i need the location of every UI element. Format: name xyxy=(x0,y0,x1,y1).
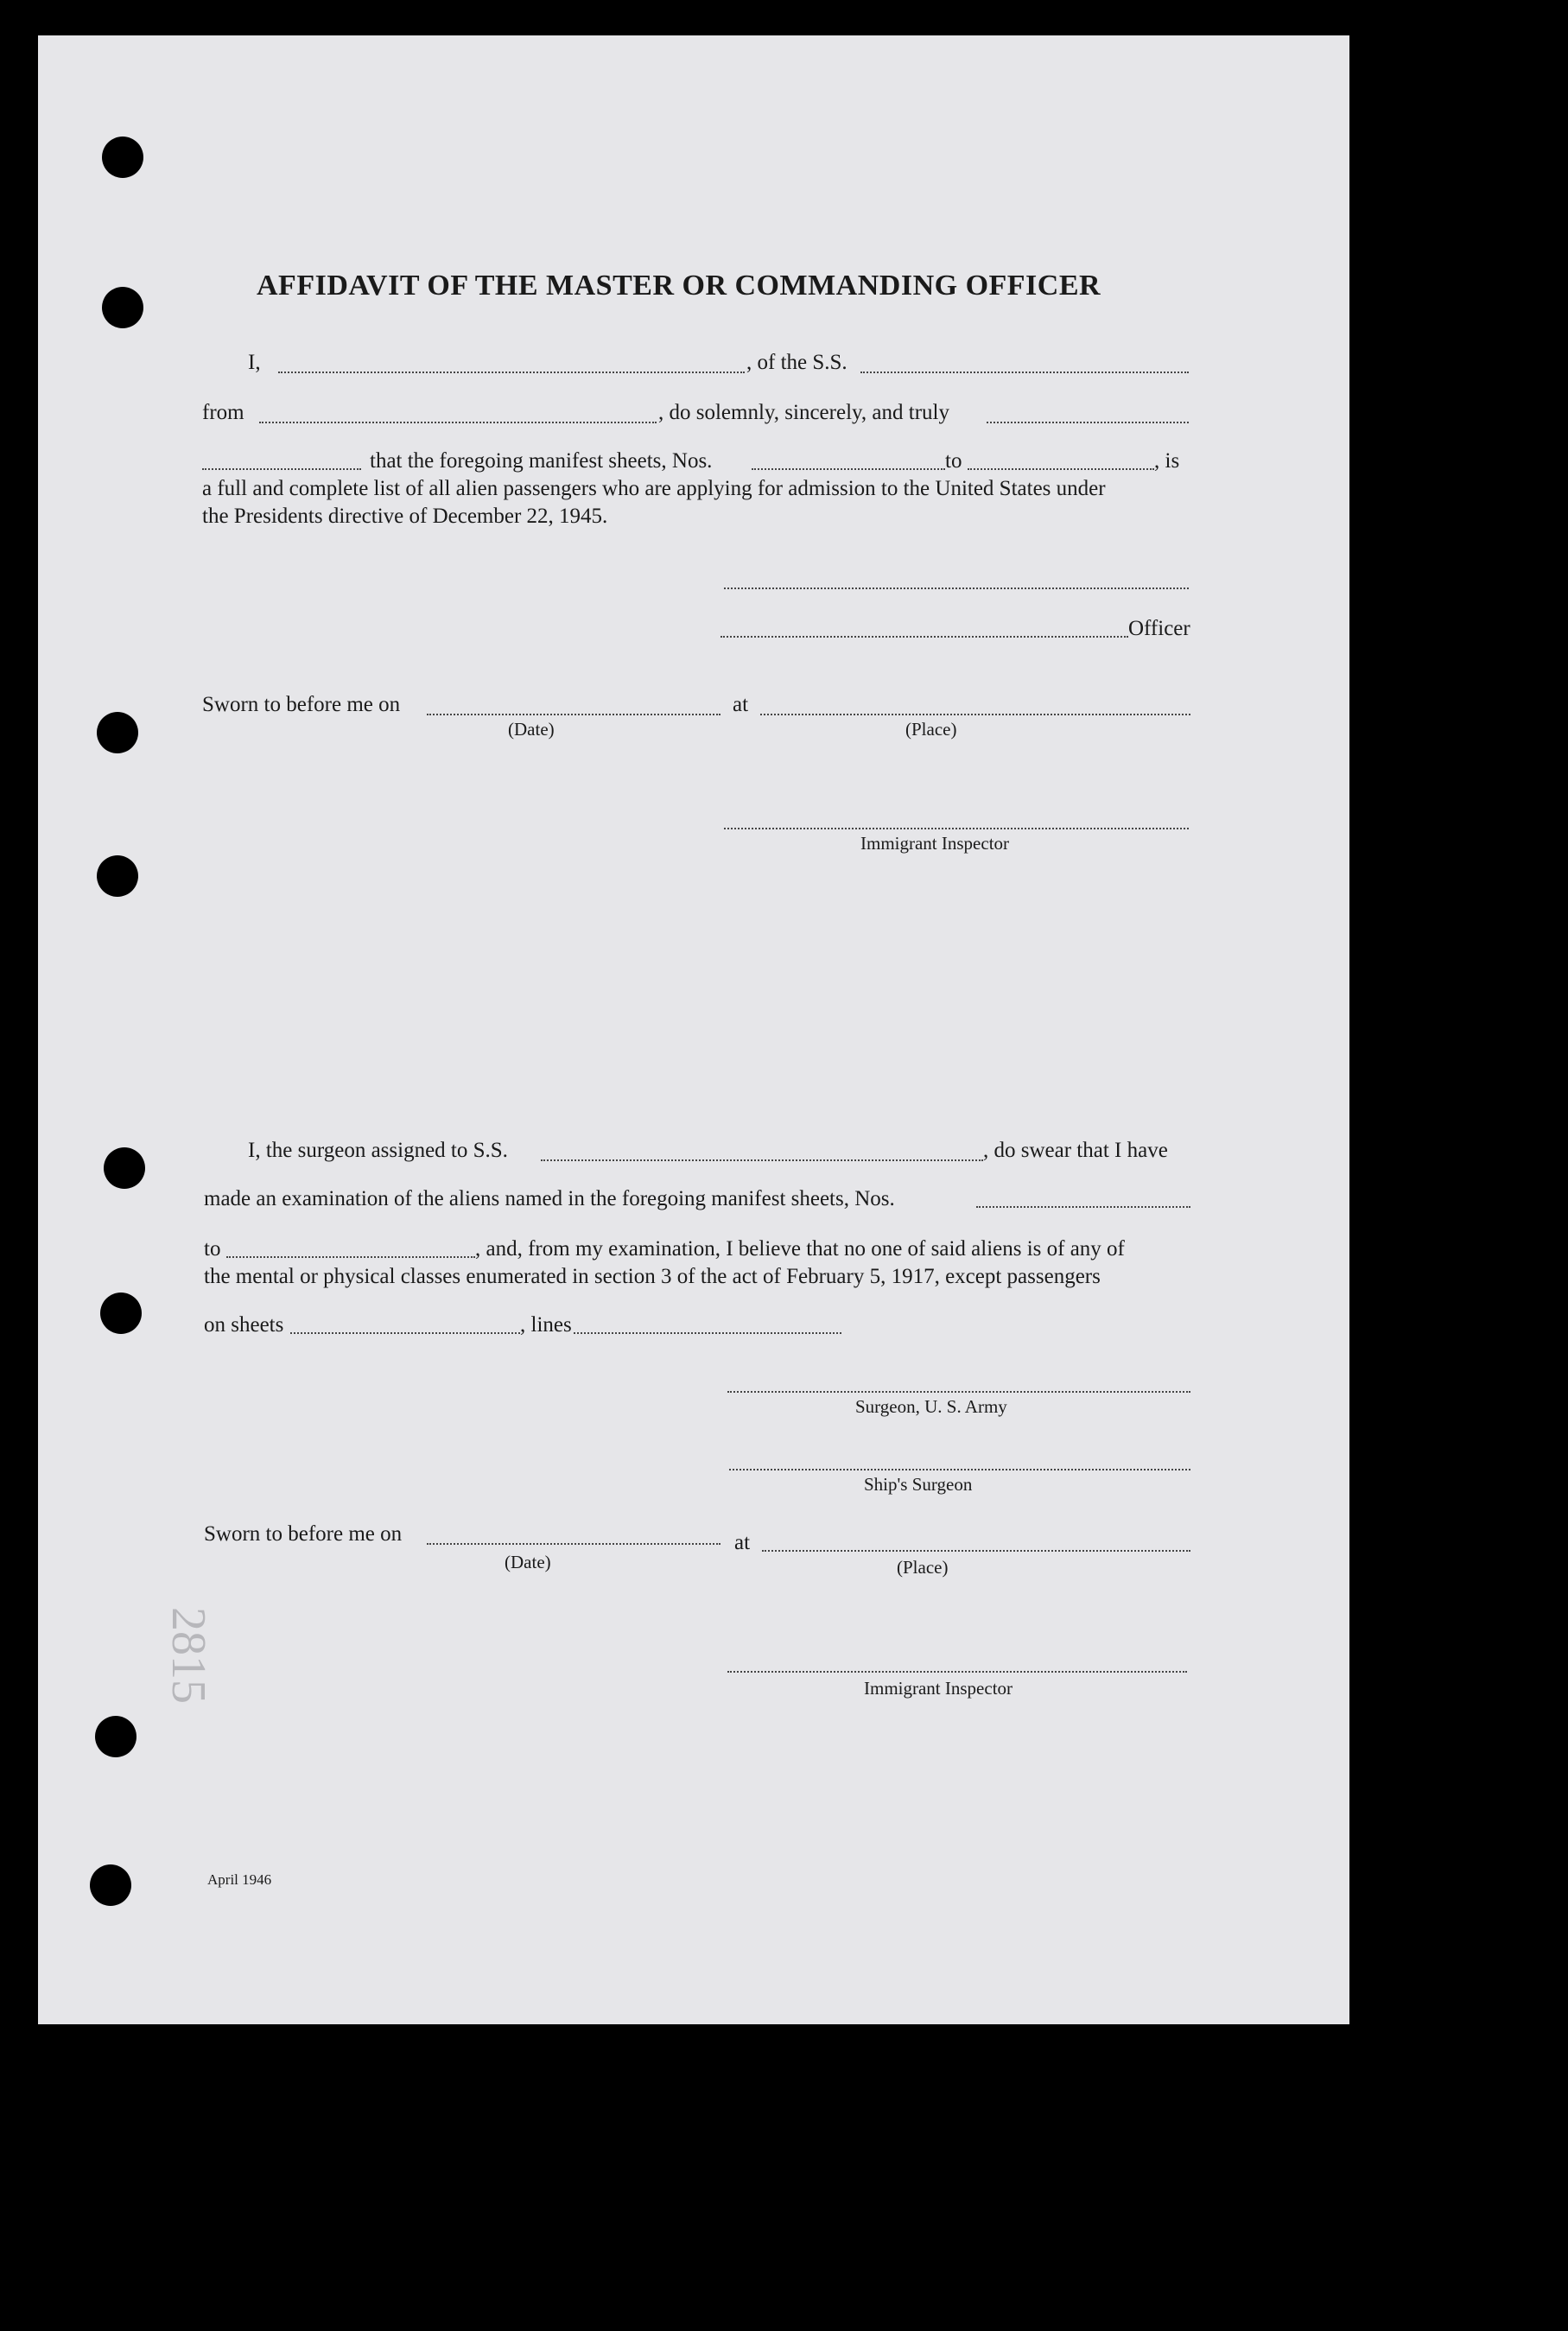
master-i-label: I, xyxy=(248,351,261,374)
surgeon-date-caption: (Date) xyxy=(505,1552,551,1572)
master-sworn-label: Sworn to before me on xyxy=(202,693,401,716)
master-manifest-label: that the foregoing manifest sheets, Nos. xyxy=(370,449,713,473)
surgeon-inspector-label: Immigrant Inspector xyxy=(864,1678,1013,1699)
punch-hole xyxy=(102,287,143,328)
surgeon-text-line2: made an examination of the aliens named in the foregoing manifest sheets, Nos. xyxy=(204,1187,895,1210)
master-solemnly-field[interactable] xyxy=(987,422,1189,423)
punch-hole xyxy=(102,137,143,178)
master-to-label: to xyxy=(945,449,962,473)
master-from-label: from xyxy=(202,401,244,424)
surgeon-lines-field[interactable] xyxy=(574,1332,841,1334)
master-date-caption: (Date) xyxy=(508,719,555,740)
officer-label: Officer xyxy=(1128,617,1190,640)
army-surgeon-label: Surgeon, U. S. Army xyxy=(855,1396,1007,1417)
ships-surgeon-label: Ship's Surgeon xyxy=(864,1474,973,1495)
form-page xyxy=(38,35,1349,2024)
master-is-label: , is xyxy=(1154,449,1180,473)
surgeon-ship-field[interactable] xyxy=(541,1159,983,1161)
master-inspector-label: Immigrant Inspector xyxy=(860,833,1010,854)
master-of-ss-label: , of the S.S. xyxy=(746,351,847,374)
surgeon-nos-to-field[interactable] xyxy=(226,1256,475,1258)
army-surgeon-signature-line[interactable] xyxy=(727,1391,1190,1393)
surgeon-to-label: to xyxy=(204,1237,221,1261)
surgeon-inspector-signature-line[interactable] xyxy=(727,1671,1187,1673)
master-declare-field[interactable] xyxy=(202,468,361,470)
surgeon-sheets-label: on sheets xyxy=(204,1313,284,1337)
punch-hole xyxy=(95,1716,136,1757)
punch-hole xyxy=(90,1864,131,1906)
form-title: AFFIDAVIT OF THE MASTER OR COMMANDING OFFICER xyxy=(257,270,1101,302)
punch-hole xyxy=(97,855,138,897)
surgeon-line1-label: I, the surgeon assigned to S.S. xyxy=(248,1139,508,1162)
form-date-footer: April 1946 xyxy=(207,1871,272,1888)
master-text-line3: the Presidents directive of December 22, 1945. xyxy=(202,505,608,528)
surgeon-nos-field[interactable] xyxy=(976,1206,1190,1208)
master-solemnly-label: , do solemnly, sincerely, and truly xyxy=(658,401,949,424)
master-sworn-place-field[interactable] xyxy=(760,714,1190,715)
master-inspector-signature-line[interactable] xyxy=(724,828,1189,829)
surgeon-sheets-field[interactable] xyxy=(290,1332,520,1334)
master-at-label: at xyxy=(733,693,749,716)
officer-signature-line-2[interactable] xyxy=(721,636,1128,638)
ships-surgeon-signature-line[interactable] xyxy=(729,1469,1190,1470)
surgeon-swear-label: , do swear that I have xyxy=(983,1139,1168,1162)
surgeon-lines-label: , lines xyxy=(520,1313,572,1337)
surgeon-text-line3: , and, from my examination, I believe that no one of said aliens is of any of xyxy=(475,1237,1125,1261)
surgeon-sworn-label: Sworn to before me on xyxy=(204,1522,403,1546)
officer-signature-line-1[interactable] xyxy=(724,588,1189,589)
master-nos-to-field[interactable] xyxy=(968,468,1154,470)
master-text-line2: a full and complete list of all alien passengers who are applying for admission to the United States under xyxy=(202,477,1106,500)
surgeon-sworn-place-field[interactable] xyxy=(762,1550,1190,1552)
punch-hole xyxy=(97,712,138,753)
faint-stamp-number: 2815 xyxy=(162,1607,215,1704)
master-name-field[interactable] xyxy=(278,372,745,373)
master-ship-field[interactable] xyxy=(860,372,1189,373)
master-from-field[interactable] xyxy=(259,422,657,423)
punch-hole xyxy=(104,1147,145,1189)
master-nos-from-field[interactable] xyxy=(752,468,945,470)
surgeon-place-caption: (Place) xyxy=(897,1557,949,1578)
master-place-caption: (Place) xyxy=(905,719,957,740)
surgeon-at-label: at xyxy=(734,1531,751,1554)
master-sworn-date-field[interactable] xyxy=(427,714,721,715)
punch-hole xyxy=(100,1293,142,1334)
surgeon-sworn-date-field[interactable] xyxy=(427,1543,721,1545)
surgeon-text-line4: the mental or physical classes enumerated in section 3 of the act of February 5, 1917, except passengers xyxy=(204,1265,1101,1288)
